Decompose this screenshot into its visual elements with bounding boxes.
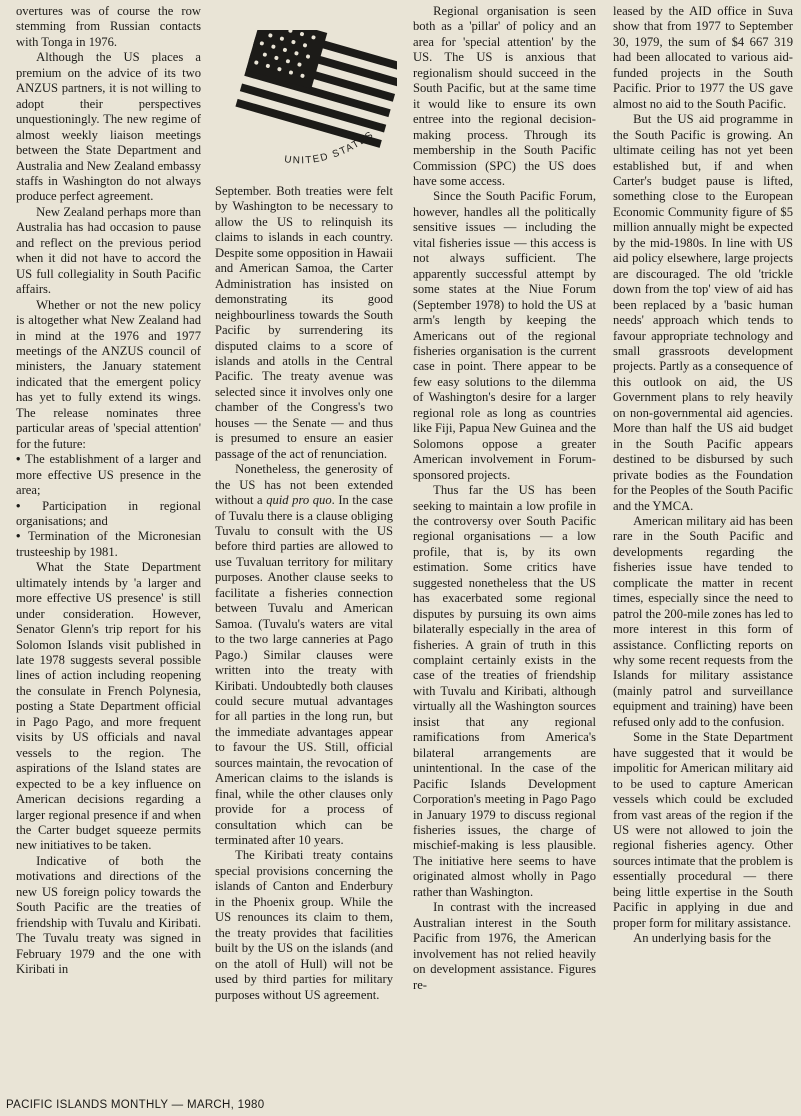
paragraph: Regional organisation is seen both as a 'pillar' of policy and an area for 'special attention' by the US. The US is anxious that regionalism should succeed in the South Pacific, but at the same time it would like to ensure its own entree into the regional decision-making process. Through its membership in the South Pacific Commission (SPC) the US does have some access. (413, 4, 596, 188)
paragraph: Thus far the US has been seeking to maintain a low profile in the controversy over South Pacific regional organisations — a low profile, that is, by its own estimation. Some critics have suggested nonetheless that the US has exacerbated some regional disputes by pursuing its own aims bilaterally especially in the area of fisheries. A grain of truth in this complaint certainly exists in the case of the treaties of friendship with Tuvalu and Kiribati, although virtually all the Washington sources insist that any regional ramifications from America's bilateral arrangements are unintentional. In the case of the Pacific Islands Development Corporation's meeting in Pago Pago in January 1979 to discuss regional fisheries issues, the charge of mischief-making is less plausible. The initiative here seems to have originated almost wholly in Pago rather than Washington. (413, 483, 596, 899)
bullet-text: The establishment of a larger and more effective US presence in the area; (16, 452, 201, 498)
paragraph: overtures was of course the row stemming from Russian contacts with Tonga in 1976. (16, 4, 201, 49)
paragraph: But the US aid programme in the South Pacific is growing. An ultimate ceiling has not yet been established but, if and when Carter's budget pause is lifted, something close to the European Economic Community figure of $5 million annually might be expected by the mid-1980s. In line with US aid policy elsewhere, large projects are discouraged. The old 'trickle down from the top' view of aid has been replaced by a 'basic human needs' approach which tends to favour appropriate technology and small grassroots development projects. Partly as a consequence of this outlook on aid, the US Government plans to rely heavily on non-governmental aid agencies. More than half the US aid budget in the South Pacific appears destined to be disbursed by such private bodies as the Foundation for the Peoples of the South Pacific and the YMCA. (613, 112, 793, 513)
united-states-flag-illustration (222, 30, 397, 180)
paragraph (215, 462, 393, 848)
paragraph: Since the South Pacific Forum, however, handles all the politically sensitive issues — including the vital fisheries issue — this access is not always sufficient. The apparently successful attempt by some states at the Niue Forum (September 1978) to hold the US at arm's length by keeping the Americans out of the regional fisheries organisation is the current case in point. There appear to be few easy solutions to the dilemma of Washington's desire for a larger regional role as long as countries like Fiji, Papua New Guinea and the Solomons oppose a greater American involvement in Forum-sponsored projects. (413, 189, 596, 482)
paragraph: An underlying basis for the (633, 931, 771, 946)
page-footer: PACIFIC ISLANDS MONTHLY — MARCH, 1980 (6, 1099, 265, 1111)
paragraph: American military aid has been rare in the South Pacific and developments regarding the fisheries issue have tended to complicate the matter in recent times, especially since the need to patrol the 200-mile zones has led to more interest in this form of assistance. Conflicting reports on why some recent requests from the Islands for military assistance (mainly patrol and surveillance equipment and training) have been refused only add to the confusion. (613, 513, 793, 729)
article-column-4 (613, 4, 793, 947)
bullet-item (16, 529, 201, 560)
paragraph: leased by the AID office in Suva show that from 1977 to September 30, 1979, the sum of $4 667 319 had been allocated to various aid-funded projects in the South Pacific. Prior to 1977 the US gave almost no aid to the South Pacific. (613, 4, 793, 111)
article-column-2 (215, 184, 393, 1003)
paragraph: September. Both treaties were felt by Washington to be necessary to allow the US to relinquish its claims to islands in each country. Despite some opposition in Hawaii and American Samoa, the Carter Administration has insisted on demonstrating its good neighbourliness towards the South Pacific by surrendering its disputed claims to a score of islands and atolls in the Central Pacific. The treaty avenue was selected since it involves only one chamber of the Congress's two houses — the Senate — and thus is presumed to ensure an easier passage of the act of renunciation. (215, 184, 393, 461)
paragraph: Indicative of both the motivations and directions of the new US foreign policy towards the South Pacific are the treaties of friendship with Tuvalu and Kiribati. The Tuvalu treaty was signed in February 1979 and the one with Kiribati in (16, 853, 201, 977)
flag-canton (246, 30, 327, 89)
italic-phrase: quid pro quo (266, 493, 332, 508)
paragraph: What the State Department ultimately intends by 'a larger and more effective US presence' is still under consideration. However, Senator Glenn's trip report for his Solomon Islands visit published in late 1978 suggests several possible lines of action including reopening the consulate in French Polynesia, posting a State Department official in Pago Pago, and more frequent visits by US officials and naval vessels to the region. The aspirations of the Island states are expected to be a key influence on American decisions regarding a larger regional presence if and when the Carter budget squeeze permits new initiatives to be taken. (16, 560, 201, 853)
article-column-3 (413, 4, 596, 993)
paragraph: Some in the State Department have suggested that it would be impolitic for American military aid to be used to capture American vessels which could be excluded from vast areas of the region if the US were not allowed to join the regional fisheries agency. Other sources intimate that the problem is essentially procedural — there being little expertise in the South Pacific in applying in due and proper form for military assistance. (613, 730, 793, 930)
paragraph-text: Nonetheless, the generosity of the US has not been extended without a (215, 462, 393, 508)
paragraph: New Zealand perhaps more than Australia has had occasion to pause and reflect on the previous period when it did not have to accord the US full collegiality in South Pacific affairs. (16, 204, 201, 297)
paragraph: In contrast with the increased Australian interest in the South Pacific from 1976, the American involvement has not relied heavily on development assistance. Figures re- (413, 900, 596, 992)
bullet-marker: • (16, 498, 43, 513)
article-column-1 (16, 4, 201, 978)
flag-caption: UNITED STATES (283, 129, 377, 167)
bullet-marker: • (16, 452, 26, 467)
bullet-item (16, 452, 201, 498)
bullet-text: Participation in regional organisations; and (16, 498, 201, 528)
paragraph: Although the US places a premium on the advice of its two ANZUS partners, it is not willing to adopt their perspectives unquestioningly. The new regime of almost weekly liaison meetings between the State Department and Australia and New Zealand embassy staffs in Washington do not always produce perfect agreement. (16, 50, 201, 204)
paragraph-text: . In the case of Tuvalu there is a clause obliging Tuvalu to consult with the US before third parties are allowed to use Tuvaluan territory for military purposes. Another clause seeks to facilitate a fisheries connection between Tuvalu and American Samoa. (Tuvalu's waters are vital to the two large canneries at Pago Pago.) Similar clauses were written into the treaty with Kiribati. Undoubtedly both clauses could secure mutual advantages for all parties in the long run, but the immediate advantages appear to favour the US. Still, official sources maintain, the revocation of American claims to the islands is final, while the other clauses only provide for a process of consultation which can be terminated after 10 years. (215, 493, 394, 848)
bullet-text: Termination of the Micronesian trusteeship by 1981. (16, 529, 201, 559)
bullet-item (16, 499, 201, 530)
paragraph: Whether or not the new policy is altogether what New Zealand had in mind at the 1976 and 1977 meetings of the ANZUS council of ministers, the January statement indicated that the emergent policy has yet to fully extend its wings. The release nominates three particular areas of 'special attention' for the future: (16, 297, 201, 451)
bullet-marker: • (16, 529, 29, 544)
paragraph: The Kiribati treaty contains special provisions concerning the islands of Canton and Enderbury in the Phoenix group. While the US renounces its claim to them, the treaty provides that facilities built by the US on the islands (and on the atoll of Hull) will not be used by third parties for military purposes without US agreement. (215, 848, 393, 1002)
